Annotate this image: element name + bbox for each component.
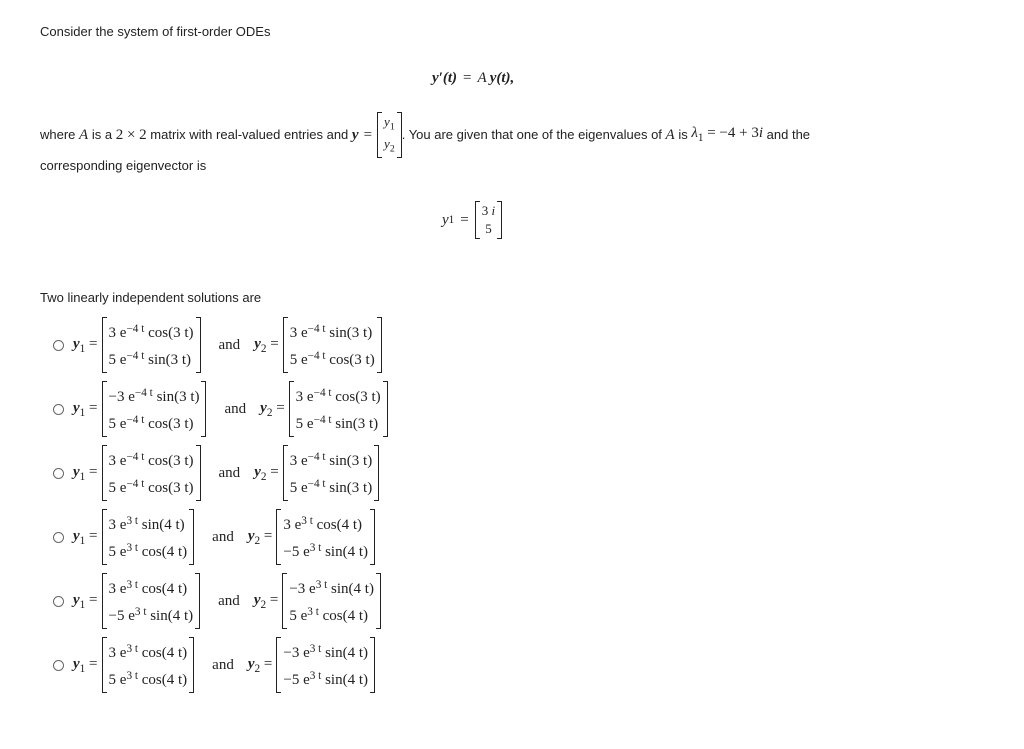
ode-vector: y(t), bbox=[489, 70, 515, 86]
solution-label: $y_1$ = bbox=[73, 335, 98, 355]
solution-label: $y_1$ = bbox=[73, 655, 98, 675]
radio-button[interactable] bbox=[53, 532, 64, 543]
matrix-entry: −5 $e^{3 t}$ sin(4 t) bbox=[283, 670, 368, 689]
matrix-entry: 3 $e^{-4 t}$ sin(3 t) bbox=[289, 451, 373, 470]
and-text: and bbox=[218, 592, 240, 609]
matrix-entry: 5 $e^{-4 t}$ sin(3 t) bbox=[108, 350, 192, 369]
eigenvector-label: y bbox=[442, 211, 449, 228]
matrix-entry: 5 $e^{-4 t}$ cos(3 t) bbox=[108, 478, 194, 497]
where-y: y bbox=[351, 127, 359, 143]
matrix-entry: −3 $e^{3 t}$ sin(4 t) bbox=[289, 579, 374, 598]
option-5[interactable] bbox=[53, 573, 381, 629]
solution-label: $y_2$ = bbox=[253, 591, 279, 611]
where-text-3: matrix with real-valued entries and bbox=[150, 127, 349, 142]
solution-label: $y_1$ = bbox=[73, 463, 98, 483]
where-text-2: is a bbox=[91, 127, 113, 142]
solution-matrix-y1 bbox=[102, 637, 195, 693]
solution-matrix-y2 bbox=[282, 573, 381, 629]
where-line-2: corresponding eigenvector is bbox=[40, 158, 207, 173]
solution-label: $y_2$ = bbox=[254, 335, 279, 355]
matrix-entry: 3 $e^{3 t}$ cos(4 t) bbox=[108, 643, 188, 662]
matrix-entry: 3 $e^{-4 t}$ cos(3 t) bbox=[108, 451, 194, 470]
option-6[interactable] bbox=[53, 637, 375, 693]
where-dims: 2 × 2 bbox=[115, 127, 147, 143]
solutions-prompt: Two linearly independent solutions are bbox=[40, 290, 262, 305]
solution-matrix-y2 bbox=[283, 317, 382, 373]
radio-button[interactable] bbox=[53, 404, 64, 415]
matrix-entry: 5 $e^{3 t}$ cos(4 t) bbox=[289, 606, 368, 625]
and-text: and bbox=[212, 528, 234, 545]
matrix-entry: 5 $e^{-4 t}$ cos(3 t) bbox=[108, 414, 194, 433]
matrix-entry: 3 $e^{-4 t}$ cos(3 t) bbox=[295, 387, 381, 406]
option-3[interactable] bbox=[53, 445, 379, 501]
matrix-entry: 3 $e^{-4 t}$ sin(3 t) bbox=[289, 323, 373, 342]
matrix-entry: 5 $e^{3 t}$ cos(4 t) bbox=[108, 542, 188, 561]
solution-matrix-y2 bbox=[276, 637, 375, 693]
where-text-5: is bbox=[678, 127, 688, 142]
radio-button[interactable] bbox=[53, 468, 64, 479]
solution-matrix-y2 bbox=[289, 381, 388, 437]
matrix-entry: 3 $e^{3 t}$ cos(4 t) bbox=[108, 579, 188, 598]
matrix-entry: −3 $e^{3 t}$ sin(4 t) bbox=[283, 643, 368, 662]
solution-label: $y_1$ = bbox=[73, 527, 98, 547]
radio-button[interactable] bbox=[53, 340, 64, 351]
and-text: and bbox=[212, 656, 234, 673]
ode-equation bbox=[432, 70, 514, 87]
solution-label: $y_1$ = bbox=[73, 591, 98, 611]
eigenvalue: $\lambda_1 = -4 + 3i$ bbox=[691, 124, 764, 144]
matrix-entry: 5 $e^{-4 t}$ sin(3 t) bbox=[295, 414, 379, 433]
y-vector-matrix: $y_1$ $y_2$ bbox=[377, 112, 402, 159]
ode-equals: = bbox=[463, 70, 472, 86]
matrix-entry: −5 $e^{3 t}$ sin(4 t) bbox=[108, 606, 194, 625]
solution-label: $y_2$ = bbox=[247, 527, 273, 547]
solution-matrix-y2 bbox=[276, 509, 375, 565]
solution-matrix-y1 bbox=[102, 445, 201, 501]
matrix-entry: 5 $e^{-4 t}$ sin(3 t) bbox=[289, 478, 373, 497]
ode-matrix: A bbox=[477, 70, 487, 86]
option-1[interactable] bbox=[53, 317, 382, 373]
matrix-entry: 5 $e^{-4 t}$ cos(3 t) bbox=[289, 350, 375, 369]
ode-lhs: y′(t) bbox=[432, 70, 458, 86]
solution-label: $y_1$ = bbox=[73, 399, 98, 419]
option-4[interactable] bbox=[53, 509, 375, 565]
solution-matrix-y1 bbox=[102, 317, 201, 373]
where-text-4: . You are given that one of the eigenvalues of bbox=[401, 127, 662, 142]
where-text-1: where bbox=[40, 127, 76, 142]
solution-label: $y_2$ = bbox=[260, 399, 285, 419]
solution-matrix-y2 bbox=[283, 445, 380, 501]
and-text: and bbox=[218, 336, 241, 353]
radio-button[interactable] bbox=[53, 596, 64, 607]
solution-label: $y_2$ = bbox=[254, 463, 279, 483]
solution-label: $y_2$ = bbox=[247, 655, 273, 675]
matrix-entry: 3 $e^{-4 t}$ cos(3 t) bbox=[108, 323, 194, 342]
option-2[interactable] bbox=[53, 381, 388, 437]
eigenvector: y 1 = 3 i 5 bbox=[442, 201, 502, 239]
and-text: and bbox=[224, 400, 247, 417]
and-text: and bbox=[218, 464, 241, 481]
where-text-6: and the bbox=[766, 127, 811, 142]
radio-button[interactable] bbox=[53, 660, 64, 671]
matrix-entry: −5 $e^{3 t}$ sin(4 t) bbox=[283, 542, 368, 561]
where-A2: A bbox=[665, 127, 675, 143]
matrix-entry: 3 $e^{3 t}$ sin(4 t) bbox=[108, 515, 185, 534]
matrix-entry: 5 $e^{3 t}$ cos(4 t) bbox=[108, 670, 188, 689]
solution-matrix-y1 bbox=[102, 573, 201, 629]
eigenvector-matrix: 3 i 5 bbox=[475, 201, 502, 239]
matrix-entry: 3 $e^{3 t}$ cos(4 t) bbox=[283, 515, 363, 534]
solution-matrix-y1 bbox=[102, 381, 207, 437]
where-eq: = bbox=[363, 127, 373, 143]
solution-matrix-y1 bbox=[102, 509, 195, 565]
where-line bbox=[40, 113, 811, 155]
where-A: A bbox=[79, 127, 89, 143]
matrix-entry: −3 $e^{-4 t}$ sin(3 t) bbox=[108, 387, 200, 406]
intro-text: Consider the system of first-order ODEs bbox=[40, 24, 271, 39]
